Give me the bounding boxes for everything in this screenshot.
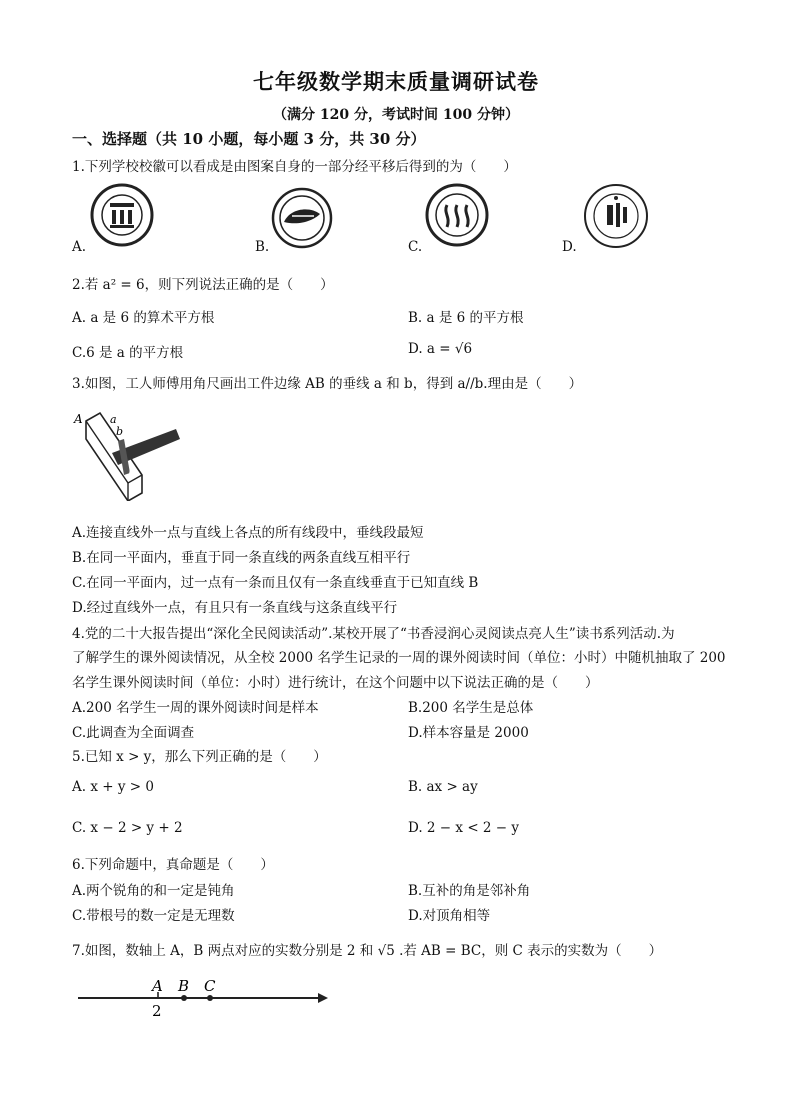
question-4-line-2: 了解学生的课外阅读情况，从全校 2000 名学生记录的一周的课外阅读时间（单位：小时）中随机抽取了 200 (72, 650, 726, 666)
q2-option-d: D. a = √6 (408, 341, 473, 357)
exam-info: （满分 120 分，考试时间 100 分钟） (273, 107, 519, 123)
question-2-stem: 2.若 a² = 6，则下列说法正确的是（ ） (72, 277, 334, 293)
question-7-stem: 7.如图，数轴上 A，B 两点对应的实数分别是 2 和 √5 .若 AB = BC，则 C 表示的实数为（ ） (72, 943, 663, 959)
question-3-stem: 3.如图，工人师傅用角尺画出工件边缘 AB 的垂线 a 和 b，得到 a//b.理由是（ ） (72, 376, 583, 392)
fig3-label-a: a (110, 413, 117, 426)
q1-label-b: B. (255, 239, 270, 255)
q5-option-d: D. 2 − x < 2 − y (408, 820, 520, 836)
school-logo-d-icon (583, 183, 649, 249)
q5-option-b: B. ax > ay (408, 779, 478, 795)
fig3-label-A: A (74, 412, 83, 426)
q2-option-a: A. a 是 6 的算术平方根 (72, 310, 215, 326)
school-logo-c-icon (425, 183, 489, 247)
q5-option-a: A. x + y > 0 (72, 779, 154, 795)
fig7-label-C: C (204, 977, 216, 995)
q6-option-b: B.互补的角是邻补角 (408, 883, 531, 899)
question-4-line-3: 名学生课外阅读时间（单位：小时）进行统计，在这个问题中以下说法正确的是（ ） (72, 675, 599, 691)
q3-option-a: A.连接直线外一点与直线上各点的所有线段中，垂线段最短 (72, 525, 424, 541)
number-line-figure (72, 972, 342, 1022)
q5-option-c: C. x − 2 > y + 2 (72, 820, 183, 836)
q3-option-d: D.经过直线外一点，有且只有一条直线与这条直线平行 (72, 600, 398, 616)
q4-option-b: B.200 名学生是总体 (408, 700, 534, 716)
fig7-label-2: 2 (152, 1002, 162, 1020)
q3-option-b: B.在同一平面内，垂直于同一条直线的两条直线互相平行 (72, 550, 411, 566)
carpenter-square-figure (72, 405, 192, 501)
q4-option-c: C.此调查为全面调查 (72, 725, 195, 741)
q4-option-d: D.样本容量是 2000 (408, 725, 529, 741)
q2-option-c: C.6 是 a 的平方根 (72, 345, 184, 361)
fig7-label-B: B (178, 977, 190, 995)
q1-label-d: D. (562, 239, 577, 255)
question-5-stem: 5.已知 x > y，那么下列正确的是（ ） (72, 749, 327, 765)
question-6-stem: 6.下列命题中，真命题是（ ） (72, 857, 274, 873)
q3-option-c: C.在同一平面内，过一点有一条而且仅有一条直线垂直于已知直线 B (72, 575, 479, 591)
page-title: 七年级数学期末质量调研试卷 (253, 69, 539, 94)
q4-option-a: A.200 名学生一周的课外阅读时间是样本 (72, 700, 319, 716)
section-heading: 一、选择题（共 10 小题，每小题 3 分，共 30 分） (72, 130, 426, 148)
school-logo-b-icon (270, 186, 334, 250)
q1-label-a: A. (72, 239, 87, 255)
question-4-line-1: 4.党的二十大报告提出“深化全民阅读活动”.某校开展了“书香浸润心灵阅读点亮人生”读书系列活动.为 (72, 626, 675, 642)
school-logo-a-icon (90, 183, 154, 247)
q2-option-b: B. a 是 6 的平方根 (408, 310, 524, 326)
question-1-stem: 1.下列学校校徽可以看成是由图案自身的一部分经平移后得到的为（ ） (72, 159, 517, 175)
q6-option-a: A.两个锐角的和一定是钝角 (72, 883, 235, 899)
q6-option-c: C.带根号的数一定是无理数 (72, 908, 235, 924)
q1-label-c: C. (408, 239, 423, 255)
fig3-label-b: b (116, 425, 124, 438)
fig3-label-B: B (128, 465, 137, 478)
fig7-label-A: A (152, 977, 163, 995)
q6-option-d: D.对顶角相等 (408, 908, 491, 924)
